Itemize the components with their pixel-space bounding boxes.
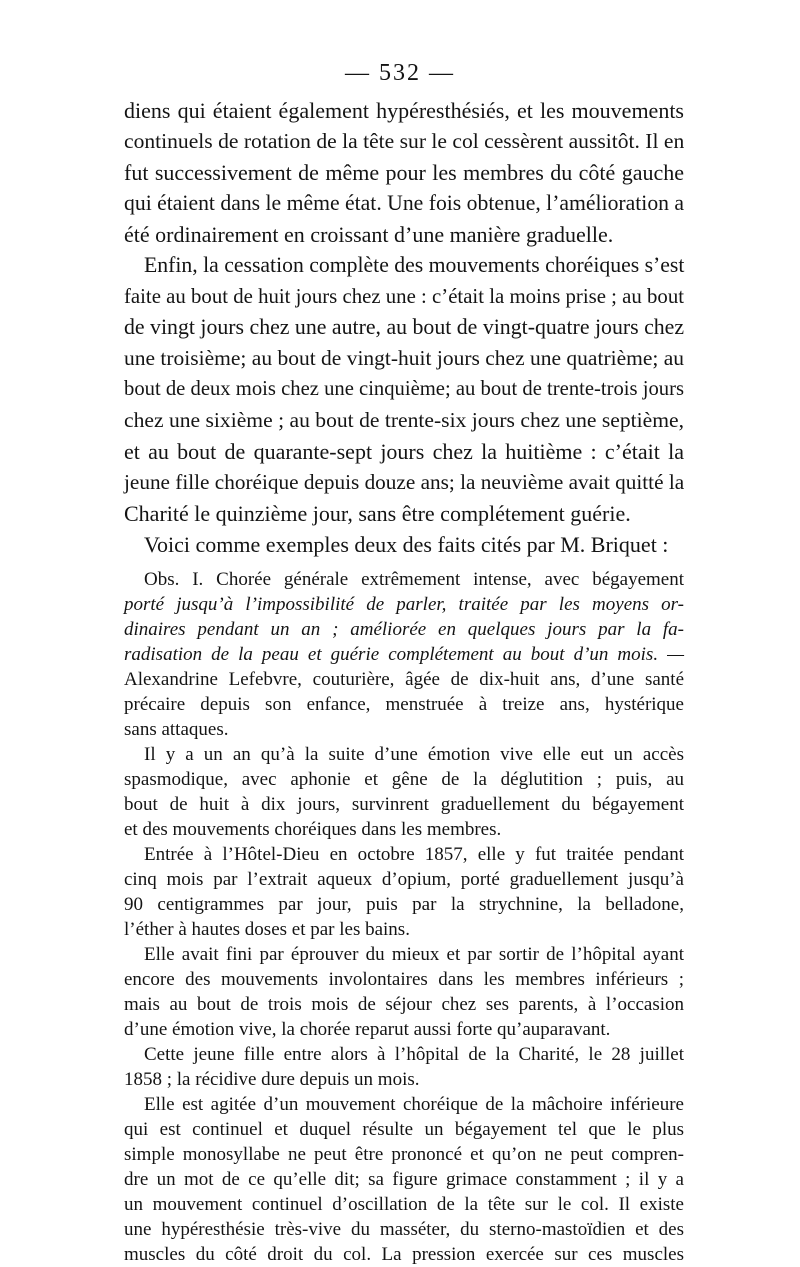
text-line: précaire depuis son enfance, menstruée à treize ans, hystérique (124, 694, 684, 715)
text-line: l’éther à hautes doses et par les bains. (124, 919, 410, 940)
text-line: bout de deux mois chez une cinquième; au bout de trente-trois jours (124, 378, 684, 400)
text-line: muscles du côté droit du col. La pression exercée sur ces muscles (124, 1244, 684, 1265)
text-line: faite au bout de huit jours chez une : c’était la moins prise ; au bout (124, 284, 684, 308)
text-line: été ordinairement en croissant d’une manière graduelle. (124, 222, 614, 247)
text-line: Voici comme exemples deux des faits cités par M. Briquet : (144, 532, 669, 557)
text-line: une troisième; au bout de vingt-huit jours chez une quatrième; au (124, 346, 685, 370)
text-line: Elle est agitée d’un mouvement choréique de la mâchoire inférieure (144, 1094, 684, 1115)
text-line: diens qui étaient également hypéresthésiés, et les mouvements (124, 98, 684, 123)
text-line: et au bout de quarante-sept jours chez la huitième : c’était la (124, 439, 684, 464)
text-line: mais au bout de trois mois de séjour chez ses parents, à l’occasion (124, 994, 684, 1015)
observation-title-line: porté jusqu’à l’impossibilité de parler, traitée par les moyens or- (124, 594, 684, 615)
text-line: qui est continuel et duquel résulte un bégayement tel que le plus (124, 1119, 684, 1140)
text-line: Elle avait fini par éprouver du mieux et par sortir de l’hôpital ayant (144, 944, 684, 965)
text-line: simple monosyllabe ne peut être prononcé et qu’on ne peut compren- (124, 1144, 684, 1165)
observation-title-line: Obs. I. Chorée générale extrêmement intense, avec bégayement (144, 569, 684, 590)
observation-title-line: dinaires pendant un an ; améliorée en quelques jours par la fa- (124, 619, 684, 640)
text-line: Charité le quinzième jour, sans être complétement guérie. (124, 501, 631, 526)
text-line: dre un mot de ce qu’elle dit; sa figure grimace constamment ; il y a (124, 1169, 684, 1190)
text-line: sans attaques. (124, 719, 229, 740)
text-line: Alexandrine Lefebvre, couturière, âgée de dix-huit ans, d’une santé (124, 669, 684, 690)
text-line: 1858 ; la récidive dure depuis un mois. (124, 1069, 420, 1090)
page-number: — 532 — (345, 60, 455, 86)
text-line: d’une émotion vive, la chorée reparut aussi forte qu’auparavant. (124, 1019, 611, 1040)
text-line: Enfin, la cessation complète des mouvements choréiques s’est (144, 253, 685, 277)
text-line: 90 centigrammes par jour, puis par la strychnine, la belladone, (124, 894, 684, 915)
text-line: fut successivement de même pour les membres du côté gauche (124, 160, 684, 185)
text-line: un mouvement continuel d’oscillation de la tête sur le col. Il existe (124, 1194, 684, 1215)
text-line: chez une sixième ; au bout de trente-six jours chez une septième, (124, 408, 684, 432)
observation-title-line: radisation de la peau et guérie complétement au bout d’un mois. — (124, 644, 684, 665)
text-line: Il y a un an qu’à la suite d’une émotion vive elle eut un accès (144, 744, 684, 765)
text-line: qui étaient dans le même état. Une fois obtenue, l’amélioration a (124, 191, 685, 215)
text-line: de vingt jours chez une autre, au bout de vingt-quatre jours chez (124, 315, 685, 339)
text-line: bout de huit à dix jours, survinrent graduellement du bégayement (124, 794, 684, 815)
text-line: Cette jeune fille entre alors à l’hôpital de la Charité, le 28 juillet (144, 1044, 684, 1065)
text-line: jeune fille choréique depuis douze ans; la neuvième avait quitté la (124, 470, 685, 494)
text-line: Entrée à l’Hôtel-Dieu en octobre 1857, elle y fut traitée pendant (144, 844, 684, 865)
text-line: cinq mois par l’extrait aqueux d’opium, porté graduellement jusqu’à (124, 869, 684, 890)
text-line: et des mouvements choréiques dans les membres. (124, 819, 502, 840)
text-line: continuels de rotation de la tête sur le col cessèrent aussitôt. Il en (124, 129, 685, 153)
text-line: spasmodique, avec aphonie et gêne de la déglutition ; puis, au (124, 769, 684, 790)
text-line: encore des mouvements involontaires dans les membres inférieurs ; (124, 969, 684, 990)
text-line: une hypéresthésie très-vive du masséter, du sterno-mastoïdien et des (124, 1219, 684, 1240)
